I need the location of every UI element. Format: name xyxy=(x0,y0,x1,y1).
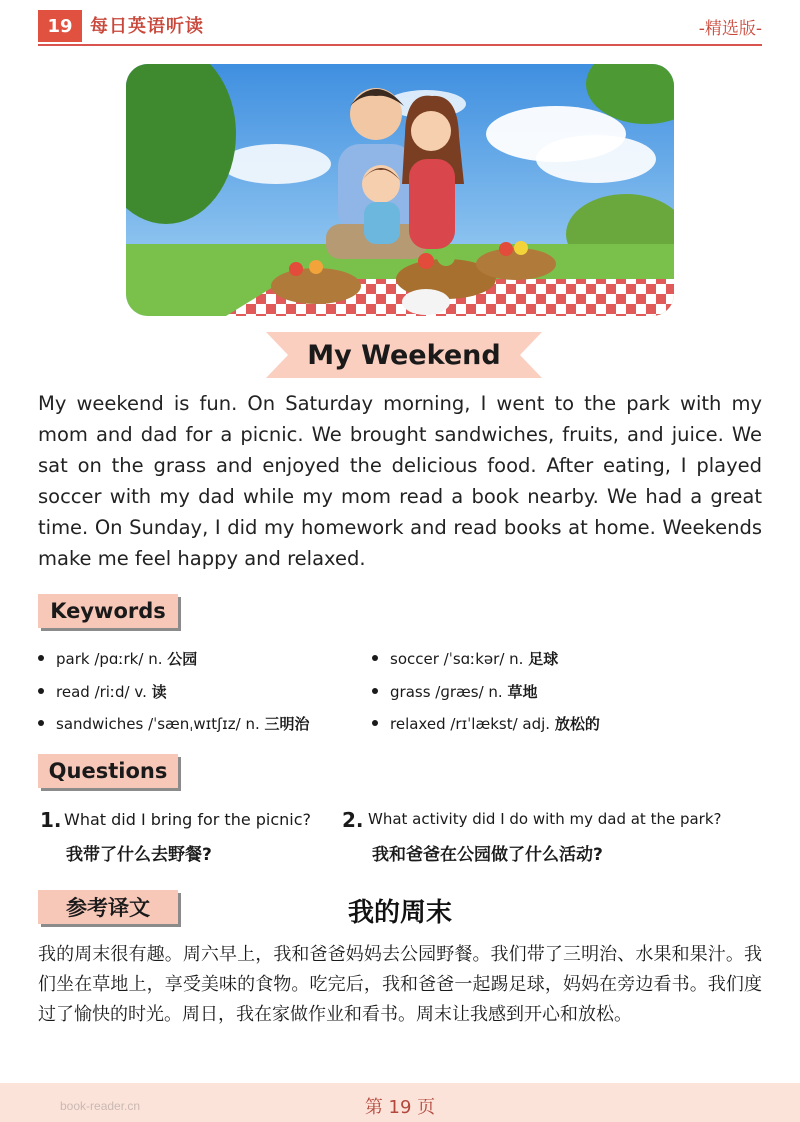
keyword-word: relaxed xyxy=(390,715,446,733)
keyword-pos: n. xyxy=(245,715,260,733)
keyword-word: sandwiches xyxy=(56,715,144,733)
keyword-item xyxy=(372,681,538,702)
keyword-item xyxy=(38,681,167,702)
question-en: What did I bring for the picnic? xyxy=(64,810,312,829)
bullet-icon xyxy=(372,720,378,726)
keyword-item xyxy=(372,648,558,669)
page-number: 第 19 页 xyxy=(364,1097,436,1118)
keyword-phonetic: /ˈsɑːkər/ xyxy=(443,650,505,668)
keyword-pos: adj. xyxy=(522,715,551,733)
keyword-item xyxy=(38,648,197,669)
keyword-word: grass xyxy=(390,683,431,701)
questions-label: Questions xyxy=(38,754,178,788)
footer-site: book-reader.cn xyxy=(60,1099,141,1113)
question-cn: 我带了什么去野餐? xyxy=(66,845,212,865)
keyword-meaning: 三明治 xyxy=(264,715,310,733)
keyword-phonetic: /rɪˈlækst/ xyxy=(450,715,518,733)
page-header xyxy=(38,6,762,46)
question-number: 1. xyxy=(40,808,62,832)
header-number-badge: 19 xyxy=(38,10,82,42)
story-text: My weekend is fun. On Saturday morning, I went to the park with my mom and dad for a picnic. We brought sandwiches, fruits, and juice. We sat on the grass and enjoyed the delicious food. After eating, I played soccer with my dad while my mom read a book nearby. We had a great time. On Sunday, I did my homework and read books at home. Weekends make me feel happy and relaxed. xyxy=(38,392,762,570)
page-footer xyxy=(0,1083,800,1122)
bullet-icon xyxy=(38,720,44,726)
story-title: My Weekend xyxy=(307,339,501,371)
keyword-phonetic: /pɑːrk/ xyxy=(94,650,144,668)
translation-text: 我的周末很有趣。周六早上，我和爸爸妈妈去公园野餐。我们带了三明治、水果和果汁。我们坐在草地上，享受美味的食物。吃完后，我和爸爸一起踢足球，妈妈在旁边看书。我们度过了愉快的时光。周日，我在家做作业和看书。周末让我感到开心和放松。 xyxy=(38,944,762,1025)
keyword-pos: n. xyxy=(148,650,163,668)
header-title: 每日英语听读 xyxy=(90,16,204,37)
keyword-meaning: 草地 xyxy=(507,683,538,701)
keyword-meaning: 读 xyxy=(151,683,167,701)
translation-title: 我的周末 xyxy=(347,898,452,928)
keyword-pos: n. xyxy=(488,683,503,701)
bullet-icon xyxy=(372,688,378,694)
keyword-meaning: 足球 xyxy=(528,650,559,668)
keyword-meaning: 公园 xyxy=(167,650,198,668)
keyword-meaning: 放松的 xyxy=(554,715,600,733)
keyword-word: park xyxy=(56,650,90,668)
keyword-item xyxy=(372,713,600,734)
keyword-item xyxy=(38,713,310,734)
question-en: What activity did I do with my dad at the park? xyxy=(368,810,722,828)
family-picnic-illustration xyxy=(126,64,674,316)
keyword-phonetic: /ˈsænˌwɪtʃɪz/ xyxy=(148,715,241,733)
header-edition: -精选版- xyxy=(698,19,762,39)
keyword-phonetic: /ɡræs/ xyxy=(435,683,484,701)
keyword-phonetic: /riːd/ xyxy=(94,683,130,701)
bullet-icon xyxy=(372,655,378,661)
bullet-icon xyxy=(38,688,44,694)
keyword-word: read xyxy=(56,683,90,701)
translation-label: 参考译文 xyxy=(38,890,178,924)
keyword-word: soccer xyxy=(390,650,439,668)
question-cn: 我和爸爸在公园做了什么活动? xyxy=(372,845,603,865)
story-title-ribbon xyxy=(266,332,542,378)
bullet-icon xyxy=(38,655,44,661)
keywords-label: Keywords xyxy=(38,594,178,628)
question-number: 2. xyxy=(342,808,364,832)
keyword-pos: n. xyxy=(509,650,524,668)
keyword-pos: v. xyxy=(134,683,147,701)
